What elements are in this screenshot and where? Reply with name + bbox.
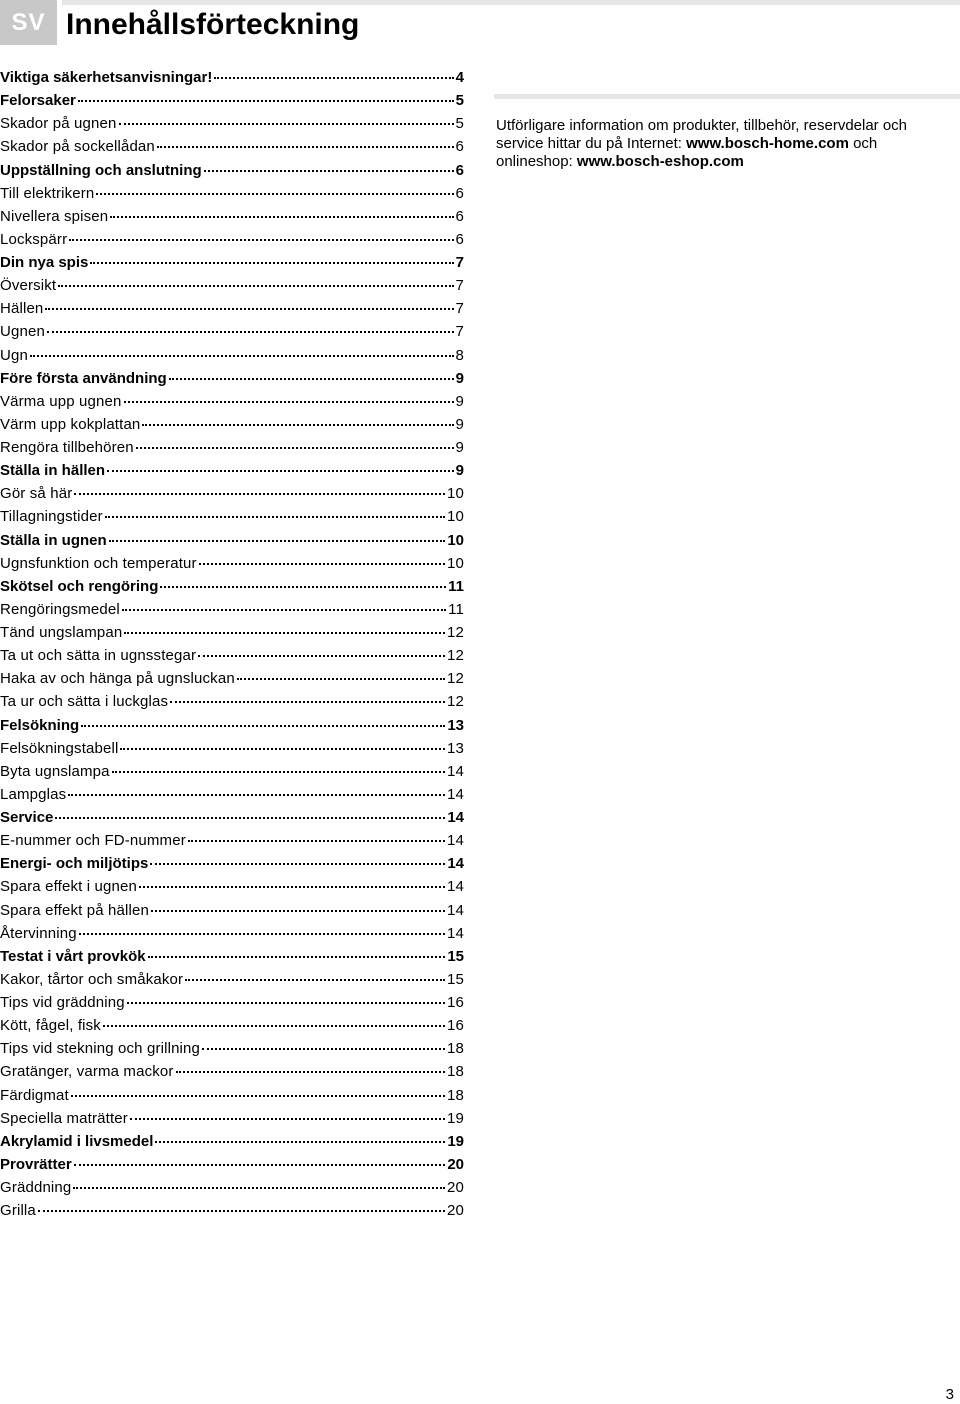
toc-dot-leader — [112, 757, 445, 773]
toc-entry-title: Ställa in hällen — [0, 462, 106, 480]
toc-entry-page: 20 — [447, 1179, 464, 1196]
toc-dot-leader — [127, 988, 445, 1004]
toc-entry-page: 13 — [447, 739, 464, 757]
toc-entry-title: Nivellera spisen — [0, 207, 109, 225]
toc-dot-leader — [124, 387, 454, 403]
toc-dot-leader — [204, 156, 454, 172]
toc-entry-page: 12 — [447, 647, 464, 665]
toc-dot-leader — [69, 225, 453, 241]
toc-entry-title: Skador på sockellådan — [0, 138, 155, 156]
toc-dot-leader — [136, 433, 454, 449]
info-text: Utförligare information om produkter, tillbehör, reservdelar och service hittar du på Internet: — [496, 117, 908, 152]
toc-entry-page: 14 — [447, 809, 464, 826]
toc-entry-page: 9 — [455, 439, 464, 456]
toc-dot-leader — [30, 341, 454, 357]
toc-entry-title: Ugnen — [0, 323, 45, 341]
toc-entry-title: Lockspärr — [0, 230, 68, 248]
toc-entry-title: Gör så här — [0, 485, 73, 503]
toc-dot-leader — [142, 410, 453, 426]
toc-entry-page: 14 — [447, 924, 464, 942]
toc-entry-title: Översikt — [0, 277, 57, 295]
toc-entry-title: Haka av och hänga på ugnsluckan — [0, 670, 235, 688]
toc-entry-page: 12 — [447, 624, 464, 641]
toc-entry-title: Ta ur och sätta i luckglas — [0, 693, 169, 711]
toc-entry-title: Kött, fågel, fisk — [0, 1017, 101, 1035]
toc-entry-page: 10 — [447, 508, 464, 526]
toc-entry-page: 19 — [447, 1109, 464, 1127]
toc-entry-title: Ställa in ugnen — [0, 531, 107, 549]
toc-dot-leader — [38, 1196, 445, 1212]
toc-entry-page: 5 — [455, 92, 464, 110]
toc-entry-title: Tänd ungslampan — [0, 624, 123, 641]
toc-dot-leader — [139, 872, 445, 888]
toc-entry-page: 15 — [447, 947, 464, 965]
toc-dot-leader — [198, 641, 445, 657]
toc-dot-leader — [68, 780, 445, 796]
info-rule — [494, 94, 960, 99]
toc-entry-title: Färdigmat — [0, 1086, 69, 1104]
toc-entry-page: 5 — [455, 115, 464, 133]
toc-entry-title: Ugn — [0, 346, 28, 364]
toc-entry-title: Gratänger, varma mackor — [0, 1063, 174, 1081]
toc-entry-page: 18 — [447, 1086, 464, 1104]
toc-dot-leader — [73, 1173, 445, 1189]
toc-entry-page: 6 — [455, 230, 464, 248]
toc-entry-page: 10 — [447, 554, 464, 572]
toc-entry-title: Viktiga säkerhetsanvisningar! — [0, 69, 213, 86]
toc-entry-page: 7 — [455, 300, 464, 318]
toc-entry-title: Tips vid stekning och grillning — [0, 1040, 201, 1058]
toc-entry-page: 4 — [455, 69, 464, 86]
toc-entry-page: 7 — [455, 254, 464, 271]
toc-entry-page: 9 — [455, 392, 464, 410]
toc-entry-title: Felsökningstabell — [0, 739, 119, 757]
toc-entry-page: 9 — [455, 369, 464, 387]
toc-entry-page: 14 — [447, 785, 464, 803]
toc-entry-page: 14 — [447, 832, 464, 850]
toc-entry-page: 19 — [447, 1132, 464, 1150]
toc-dot-leader — [237, 664, 445, 680]
toc-entry-page: 15 — [447, 970, 464, 988]
toc-entry-title: Byta ugnslampa — [0, 762, 110, 780]
toc-entry-title: Felsökning — [0, 716, 80, 734]
toc-entry-page: 6 — [455, 207, 464, 225]
toc-dot-leader — [119, 109, 454, 125]
toc-dot-leader — [160, 572, 446, 588]
toc-entry-title: E-nummer och FD-nummer — [0, 832, 186, 850]
toc-entry-page: 16 — [447, 994, 464, 1011]
toc-dot-leader — [47, 317, 454, 333]
toc-dot-leader — [148, 942, 446, 958]
toc-dot-leader — [150, 849, 445, 865]
toc-entry-page: 20 — [447, 1155, 464, 1173]
page-number: 3 — [945, 1386, 954, 1403]
toc-entry-page: 14 — [447, 762, 464, 780]
toc-entry-title: Felorsaker — [0, 92, 76, 110]
toc-entry-page: 14 — [447, 901, 464, 919]
language-badge: SV — [0, 0, 57, 45]
toc-entry-title: Värma upp ugnen — [0, 392, 122, 410]
toc-entry-title: Kakor, tårtor och småkakor — [0, 970, 184, 988]
toc-entry-title: Akrylamid i livsmedel — [0, 1132, 154, 1150]
toc-entry-page: 18 — [447, 1063, 464, 1081]
toc-entry-title: Testat i vårt provkök — [0, 947, 146, 965]
toc-entry-page: 14 — [447, 878, 464, 896]
toc-dot-leader — [185, 965, 445, 981]
toc-dot-leader — [74, 479, 445, 495]
toc-entry-page: 14 — [447, 855, 464, 873]
toc-dot-leader — [55, 803, 445, 819]
toc-dot-leader — [169, 364, 454, 380]
table-of-contents — [0, 66, 464, 1222]
toc-entry-title: Rengöra tillbehören — [0, 439, 134, 456]
toc-entry-title: Din nya spis — [0, 254, 89, 271]
toc-entry-title: Ugnsfunktion och temperatur — [0, 554, 197, 572]
bosch-eshop-link[interactable]: www.bosch-eshop.com — [576, 153, 744, 170]
toc-entry-page: 9 — [455, 462, 464, 480]
toc-dot-leader — [202, 1034, 445, 1050]
toc-entry-page: 11 — [448, 577, 464, 595]
toc-entry-page: 7 — [455, 277, 464, 295]
toc-entry-page: 12 — [447, 693, 464, 711]
info-text: och onlineshop: — [496, 135, 878, 170]
toc-entry-title: Skötsel och rengöring — [0, 577, 159, 595]
toc-dot-leader — [81, 711, 445, 727]
toc-entry-title: Energi- och miljötips — [0, 855, 149, 873]
toc-dot-leader — [188, 826, 445, 842]
toc-dot-leader — [90, 248, 453, 264]
toc-section-entry[interactable] — [0, 1199, 464, 1222]
toc-dot-leader — [74, 1150, 446, 1166]
toc-dot-leader — [103, 1011, 445, 1027]
toc-entry-page: 12 — [447, 670, 464, 688]
toc-entry-page: 7 — [455, 323, 464, 341]
toc-entry-title: Till elektrikern — [0, 184, 95, 202]
toc-entry-title: Grilla — [0, 1202, 36, 1220]
toc-entry-title: Service — [0, 809, 54, 826]
toc-entry-page: 11 — [448, 600, 464, 618]
toc-dot-leader — [124, 618, 445, 634]
toc-dot-leader — [157, 132, 454, 148]
toc-entry-title: Speciella maträtter — [0, 1109, 128, 1127]
toc-dot-leader — [120, 734, 445, 750]
toc-entry-title: Ta ut och sätta in ugnsstegar — [0, 647, 197, 665]
toc-entry-title: Tips vid gräddning — [0, 994, 125, 1011]
toc-entry-title: Lampglas — [0, 785, 67, 803]
toc-dot-leader — [58, 271, 453, 287]
toc-entry-title: Spara effekt i ugnen — [0, 878, 137, 896]
toc-entry-title: Värm upp kokplattan — [0, 415, 141, 433]
toc-entry-page: 9 — [455, 415, 464, 433]
toc-entry-page: 6 — [455, 138, 464, 156]
toc-dot-leader — [122, 595, 446, 611]
toc-dot-leader — [151, 896, 445, 912]
toc-dot-leader — [45, 294, 453, 310]
toc-entry-page: 16 — [447, 1017, 464, 1035]
toc-entry-title: Provrätter — [0, 1155, 72, 1173]
toc-dot-leader — [71, 1081, 445, 1097]
toc-dot-leader — [79, 919, 445, 935]
toc-dot-leader — [78, 86, 454, 102]
toc-dot-leader — [96, 179, 453, 195]
page-title: Innehållsförteckning — [66, 8, 360, 41]
toc-entry-title: Tillagningstider — [0, 508, 103, 526]
toc-dot-leader — [110, 202, 453, 218]
toc-entry-page: 8 — [455, 346, 464, 364]
toc-dot-leader — [214, 63, 453, 79]
toc-entry-title: Gräddning — [0, 1179, 72, 1196]
toc-entry-title: Uppställning och anslutning — [0, 161, 202, 179]
toc-dot-leader — [170, 687, 445, 703]
toc-entry-title: Återvinning — [0, 924, 77, 942]
toc-entry-title: Rengöringsmedel — [0, 600, 120, 618]
toc-dot-leader — [130, 1104, 445, 1120]
bosch-home-link[interactable]: www.bosch-home.com — [686, 135, 849, 152]
toc-entry-page: 18 — [447, 1040, 464, 1058]
toc-dot-leader — [155, 1127, 445, 1143]
toc-dot-leader — [109, 526, 446, 542]
info-paragraph — [496, 117, 958, 171]
toc-entry-title: Hällen — [0, 300, 44, 318]
toc-entry-page: 10 — [447, 531, 464, 549]
toc-entry-page: 20 — [447, 1202, 464, 1220]
toc-entry-title: Spara effekt på hällen — [0, 901, 149, 919]
toc-entry-title: Skador på ugnen — [0, 115, 117, 133]
toc-entry-title: Före första användning — [0, 369, 167, 387]
toc-dot-leader — [105, 502, 445, 518]
toc-dot-leader — [107, 456, 454, 472]
toc-entry-page: 6 — [455, 184, 464, 202]
toc-entry-page: 6 — [455, 161, 464, 179]
toc-entry-page: 10 — [447, 485, 464, 503]
toc-dot-leader — [199, 549, 445, 565]
toc-entry-page: 13 — [447, 716, 464, 734]
toc-dot-leader — [176, 1057, 445, 1073]
